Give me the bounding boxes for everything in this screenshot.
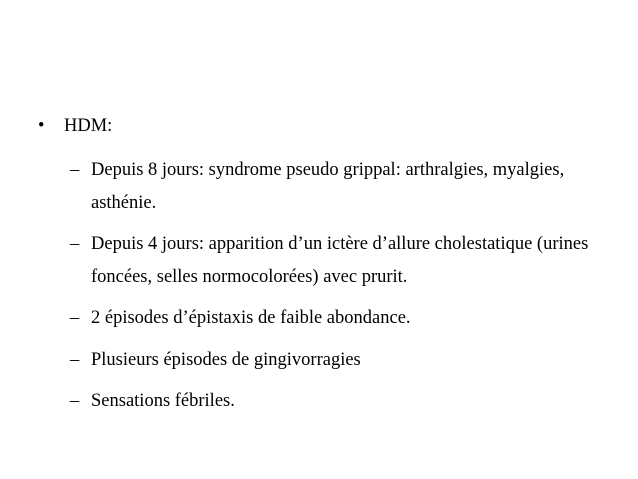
sub-bullet-item bbox=[70, 228, 590, 293]
main-bullet-text: HDM: bbox=[64, 116, 113, 136]
dash-icon: – bbox=[70, 349, 80, 370]
dash-icon: – bbox=[70, 234, 80, 254]
sub-bullet-text: Sensations fébriles. bbox=[91, 391, 235, 411]
main-bullet bbox=[38, 111, 112, 141]
sub-bullet-text: Depuis 4 jours: apparition d’un ictère d’allure cholestatique (urines foncées, selles normocolorées) avec prurit. bbox=[91, 234, 589, 287]
sub-bullet-item bbox=[70, 385, 590, 418]
sub-bullet-item bbox=[70, 302, 590, 335]
dash-icon: – bbox=[70, 160, 80, 180]
sub-bullet-list bbox=[70, 154, 590, 427]
dash-icon: – bbox=[70, 391, 80, 411]
dash-icon: – bbox=[70, 308, 80, 328]
bullet-icon: • bbox=[38, 116, 45, 136]
sub-bullet-text: Depuis 8 jours: syndrome pseudo grippal: arthralgies, myalgies, asthénie. bbox=[91, 160, 565, 213]
sub-bullet-item bbox=[70, 344, 590, 377]
sub-bullet-text: Plusieurs épisodes de gingivorragies bbox=[91, 349, 361, 370]
sub-bullet-item bbox=[70, 154, 590, 219]
sub-bullet-text: 2 épisodes d’épistaxis de faible abondance. bbox=[91, 308, 411, 328]
